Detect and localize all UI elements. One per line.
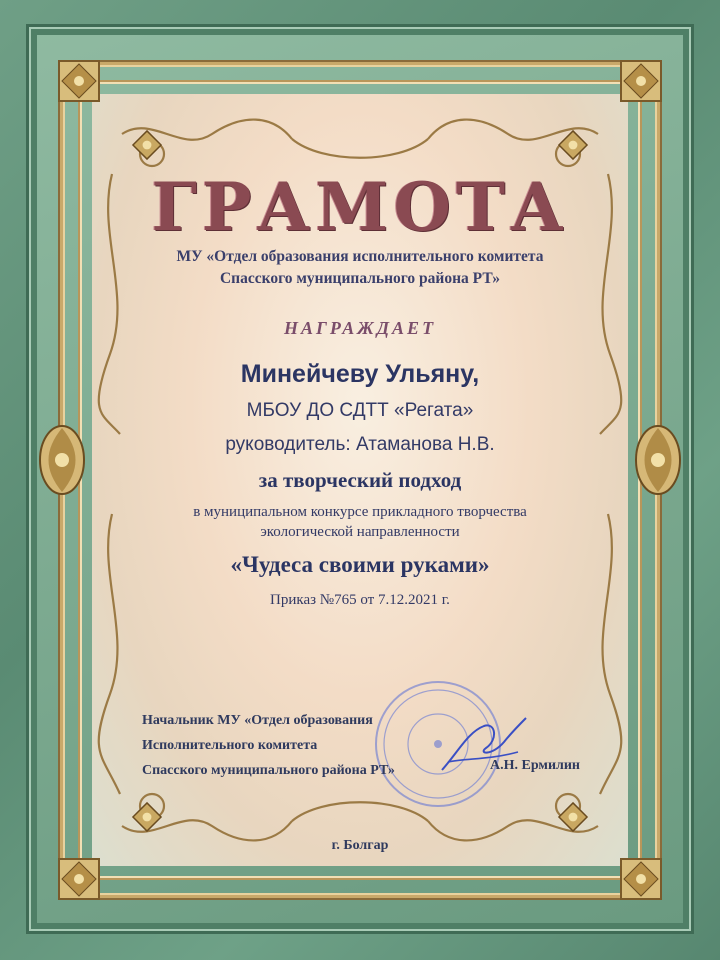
award-reason: за творческий подход — [258, 468, 462, 492]
issuer-line-2: Спасского муниципального района РТ» — [219, 270, 501, 287]
contest-description — [0, 502, 720, 542]
issuer-line-1: МУ «Отдел образования исполнительного комитета — [176, 248, 544, 265]
certificate-title: ГРАМОТА — [151, 168, 569, 246]
corner-ornament-icon — [130, 800, 164, 834]
corner-ornament-icon — [56, 58, 102, 104]
contest-line-2: экологической направленности — [260, 524, 460, 540]
signatory-line-3: Спасского муниципального района РТ» — [142, 763, 395, 778]
corner-ornament-icon — [56, 856, 102, 902]
corner-ornament-icon — [618, 856, 664, 902]
corner-ornament-icon — [556, 800, 590, 834]
order-reference: Приказ №765 от 7.12.2021 г. — [270, 592, 450, 608]
recipient-school: МБОУ ДО СДТТ «Регата» — [246, 400, 474, 421]
issuer — [0, 246, 720, 290]
work-title: «Чудеса своими руками» — [230, 552, 490, 577]
recipient-name: Минейчеву Ульяну, — [240, 360, 480, 388]
corner-ornament-icon — [130, 128, 164, 162]
signatory-name: А.Н. Ермилин — [490, 758, 581, 773]
awards-heading: НАГРАЖДАЕТ — [283, 318, 437, 338]
signatory-line-1: Начальник МУ «Отдел образования — [142, 713, 373, 728]
signatory-line-2: Исполнительного комитета — [142, 738, 318, 753]
signatory-position — [142, 708, 432, 783]
contest-line-1: в муниципальном конкурсе прикладного творчества — [193, 504, 527, 520]
corner-ornament-icon — [556, 128, 590, 162]
corner-ornament-icon — [618, 58, 664, 104]
issue-city: г. Болгар — [331, 838, 389, 853]
recipient-leader: руководитель: Атаманова Н.В. — [225, 434, 495, 455]
